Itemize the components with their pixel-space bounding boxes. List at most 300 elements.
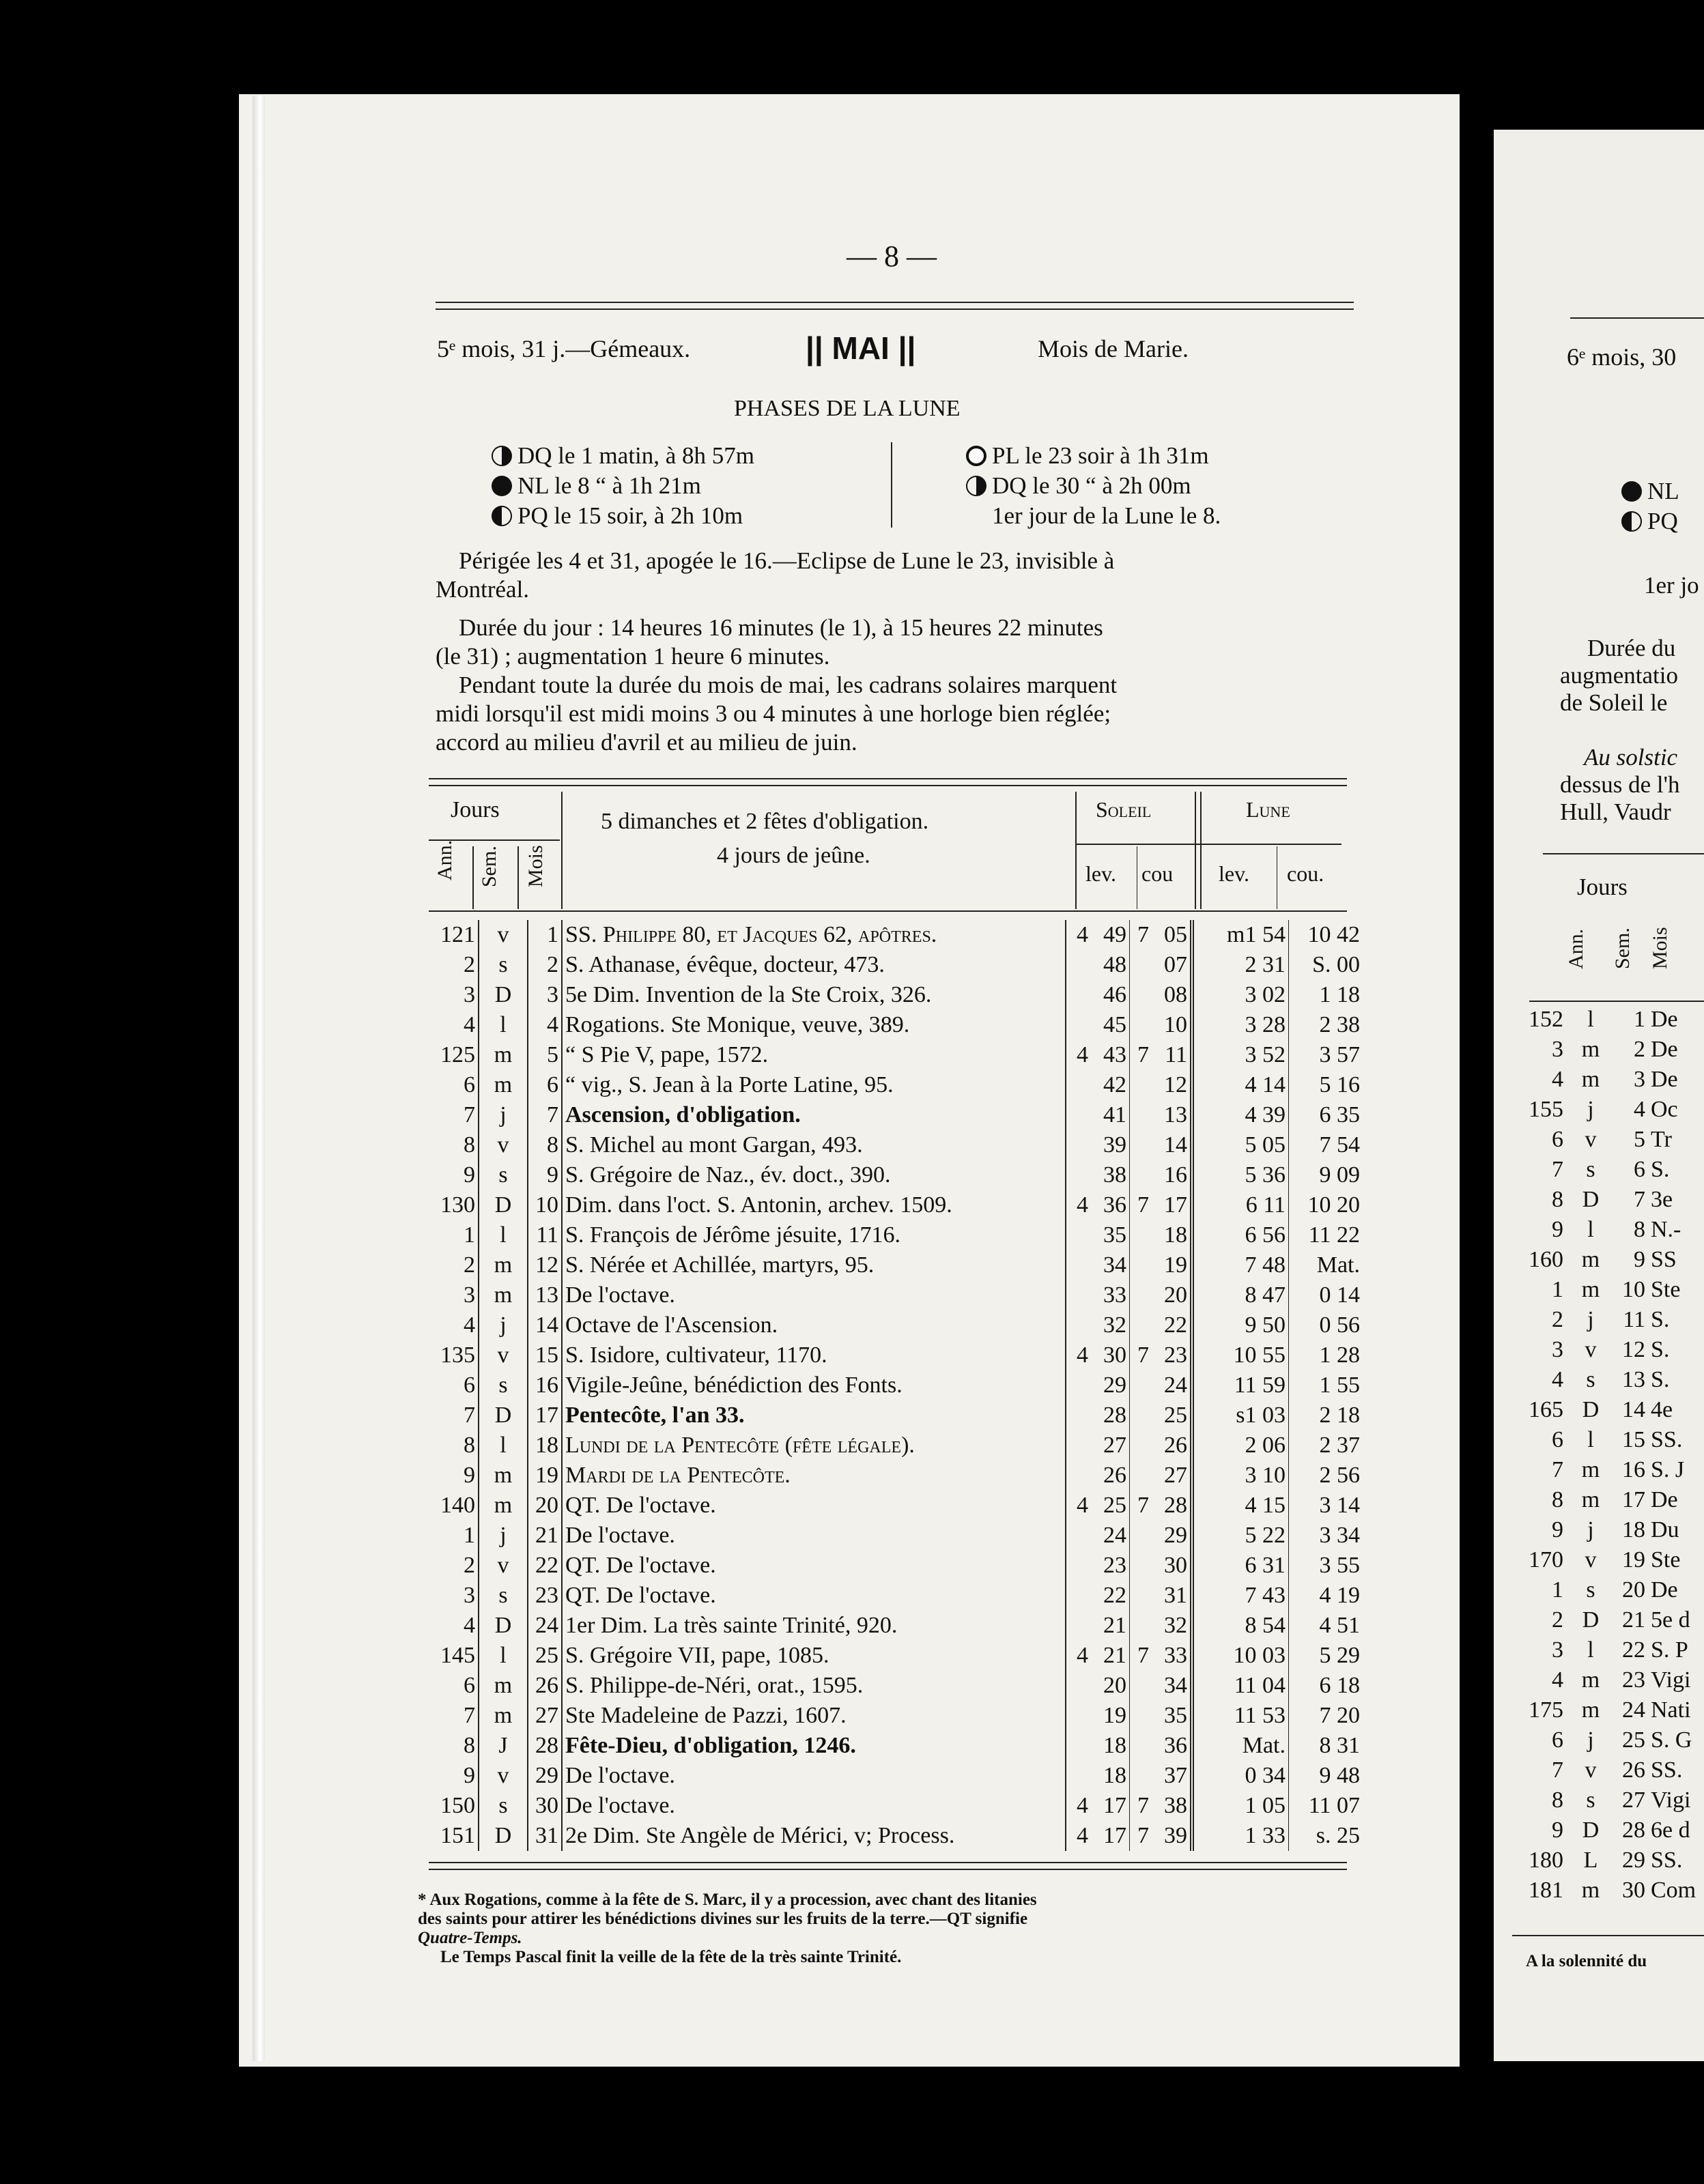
- cell-lun: 3 10: [1192, 1461, 1289, 1491]
- rp-cell-ann: 7: [1552, 1157, 1563, 1182]
- cell-lun: 4 15: [1192, 1491, 1289, 1521]
- cell-sem: m: [479, 1070, 528, 1100]
- cell-scm: 29: [1164, 1523, 1187, 1548]
- month-title: || MAI ||: [806, 330, 916, 366]
- sundial-text-2: midi lorsqu'il est midi moins 3 ou 4 minutes à une horloge bien réglée;: [436, 700, 1111, 727]
- cell-luc: 11 07: [1289, 1791, 1363, 1821]
- cell-lun: 5 36: [1192, 1160, 1289, 1190]
- cell-sch: [1130, 1310, 1152, 1340]
- cell-luc: Mat.: [1289, 1250, 1363, 1280]
- cell-mois: 23: [528, 1581, 562, 1611]
- cell-ann: 7: [464, 1403, 475, 1428]
- cell-slh: [1066, 1461, 1091, 1491]
- cell-ann: 150: [440, 1793, 475, 1818]
- cell-lun: 11 53: [1192, 1701, 1289, 1731]
- cell-luc: 6 35: [1289, 1100, 1363, 1130]
- cell-fete: Mardi de la Pentecôte.: [562, 1461, 1066, 1491]
- cell-fete: QT. De l'octave.: [562, 1491, 1066, 1521]
- rp-cell-sem: j: [1587, 1097, 1594, 1122]
- table-row: [429, 1340, 1363, 1370]
- day-length-text: Durée du jour : 14 heures 16 minutes (le 1), à 15 heures 22 minutes: [459, 614, 1103, 641]
- rule: [429, 910, 1347, 912]
- cell-slh: [1066, 1100, 1091, 1130]
- cell-luc: 7 20: [1289, 1701, 1363, 1731]
- rp-cell-mois: 30: [1622, 1878, 1645, 1903]
- rp-cell-f: De: [1651, 1007, 1678, 1032]
- cell-mois: 6: [528, 1070, 562, 1100]
- cell-ann: 8: [464, 1733, 475, 1758]
- rp-cell-ann: 170: [1529, 1547, 1563, 1572]
- cell-sem: v: [479, 920, 528, 950]
- cell-slh: [1066, 1010, 1091, 1040]
- rp-cell-f: Ste: [1651, 1277, 1681, 1302]
- rp-cell-f: N.-: [1651, 1217, 1681, 1242]
- rp-cell-f: SS.: [1651, 1848, 1683, 1873]
- cell-mois: 31: [528, 1821, 562, 1851]
- cell-luc: 8 31: [1289, 1731, 1363, 1761]
- cell-sem: v: [479, 1761, 528, 1791]
- rp-cell-sem: D: [1582, 1397, 1600, 1422]
- cell-sem: j: [479, 1100, 528, 1130]
- rp-cell-ann: 165: [1529, 1397, 1563, 1422]
- cell-mois: 15: [528, 1340, 562, 1370]
- rp-cell-f: 3e: [1651, 1187, 1673, 1212]
- vline: [1195, 792, 1202, 909]
- cell-sem: s: [479, 1791, 528, 1821]
- cell-fete: Fête-Dieu, d'obligation, 1246.: [562, 1731, 1066, 1761]
- cell-ann: 6: [464, 1072, 475, 1097]
- rp-cell-mois: 4: [1634, 1097, 1645, 1122]
- cell-scm: 23: [1164, 1342, 1187, 1368]
- rp-duree-2: augmentatio: [1560, 662, 1679, 689]
- last-quarter-icon: [492, 446, 512, 466]
- cell-sch: [1130, 980, 1152, 1010]
- cell-sch: 7: [1130, 1190, 1152, 1220]
- cell-sem: D: [479, 1190, 528, 1220]
- phase-right-1: PL le 23 soir à 1h 31m: [966, 442, 1209, 470]
- cell-luc: 1 18: [1289, 980, 1363, 1010]
- cell-ann: 3: [464, 1583, 475, 1608]
- rp-cell-mois: 5: [1634, 1127, 1645, 1152]
- rule: [1512, 1935, 1704, 1936]
- cell-slh: 4: [1066, 920, 1091, 950]
- rp-sol-1: Au solstic: [1584, 744, 1678, 771]
- cell-mois: 18: [528, 1431, 562, 1461]
- rp-cell-mois: 9: [1634, 1247, 1645, 1272]
- cell-luc: 3 34: [1289, 1521, 1363, 1551]
- rp-footer: A la solennité du: [1526, 1952, 1647, 1970]
- cell-lun: 10 03: [1192, 1641, 1289, 1671]
- cell-lun: 4 14: [1192, 1070, 1289, 1100]
- table-row: [429, 1671, 1363, 1701]
- cell-sem: v: [479, 1130, 528, 1160]
- cell-lun: m1 54: [1192, 920, 1289, 950]
- cell-slh: [1066, 1070, 1091, 1100]
- rp-cell-sem: j: [1587, 1517, 1594, 1542]
- cell-ann: 2: [464, 1553, 475, 1578]
- rp-cell-f: SS: [1651, 1247, 1677, 1272]
- perigee-text: Périgée les 4 et 31, apogée le 16.—Eclipse de Lune le 23, invisible à: [459, 547, 1115, 574]
- table-row: [429, 1581, 1363, 1611]
- cell-ann: 2: [464, 1252, 475, 1278]
- col-lune: Lune: [1246, 797, 1290, 822]
- rp-cell-ann: 181: [1529, 1878, 1563, 1903]
- table-row: [429, 1250, 1363, 1280]
- cell-luc: 0 14: [1289, 1280, 1363, 1310]
- cell-slh: [1066, 1370, 1091, 1400]
- rp-cell-ann: 175: [1529, 1697, 1563, 1723]
- cell-ann: 3: [464, 1282, 475, 1308]
- rp-cell-f: S.: [1651, 1367, 1670, 1392]
- cell-mois: 28: [528, 1731, 562, 1761]
- cell-slm: 30: [1103, 1342, 1126, 1368]
- cell-luc: s. 25: [1289, 1821, 1363, 1851]
- cell-slm: 48: [1103, 952, 1126, 977]
- cell-slh: [1066, 1701, 1091, 1731]
- cell-slm: 23: [1103, 1553, 1126, 1578]
- cell-luc: 2 56: [1289, 1461, 1363, 1491]
- cell-mois: 12: [528, 1250, 562, 1280]
- rp-cell-f: SS.: [1651, 1427, 1683, 1452]
- cell-ann: 121: [440, 922, 475, 947]
- cell-sch: 7: [1130, 1040, 1152, 1070]
- cell-luc: 5 16: [1289, 1070, 1363, 1100]
- cell-lun: 5 22: [1192, 1521, 1289, 1551]
- cell-sem: l: [479, 1010, 528, 1040]
- cell-fete: S. Athanase, évêque, docteur, 473.: [562, 950, 1066, 980]
- cell-sch: [1130, 1100, 1152, 1130]
- col-soleil: Soleil: [1096, 797, 1152, 822]
- cell-lun: 8 47: [1192, 1280, 1289, 1310]
- cell-lun: 2 06: [1192, 1431, 1289, 1461]
- cell-scm: 33: [1164, 1643, 1187, 1668]
- cell-mois: 7: [528, 1100, 562, 1130]
- cell-scm: 12: [1164, 1072, 1187, 1097]
- cell-fete: Dim. dans l'oct. S. Antonin, archev. 1509.: [562, 1190, 1066, 1220]
- cell-fete: De l'octave.: [562, 1521, 1066, 1551]
- cell-fete: De l'octave.: [562, 1280, 1066, 1310]
- cell-ann: 9: [464, 1763, 475, 1788]
- rp-duree-3: de Soleil le: [1560, 689, 1668, 716]
- calendar-table: [429, 920, 1363, 1851]
- cell-slm: 35: [1103, 1222, 1126, 1248]
- rp-cell-ann: 3: [1552, 1337, 1563, 1362]
- cell-sch: 7: [1130, 1821, 1152, 1851]
- cell-slm: 33: [1103, 1282, 1126, 1308]
- rp-cell-sem: v: [1585, 1337, 1597, 1362]
- phase-divider: [891, 442, 892, 528]
- cell-luc: 1 28: [1289, 1340, 1363, 1370]
- cell-slm: 21: [1103, 1643, 1126, 1668]
- rp-cell-sem: j: [1587, 1727, 1594, 1753]
- cell-fete: 1er Dim. La très sainte Trinité, 920.: [562, 1611, 1066, 1641]
- cell-ann: 8: [464, 1132, 475, 1158]
- cell-sch: [1130, 1431, 1152, 1461]
- cell-ann: 7: [464, 1703, 475, 1728]
- cell-sch: 7: [1130, 920, 1152, 950]
- cell-sem: m: [479, 1461, 528, 1491]
- cell-luc: 9 48: [1289, 1761, 1363, 1791]
- cell-mois: 2: [528, 950, 562, 980]
- cell-scm: 25: [1164, 1403, 1187, 1428]
- cell-fete: Octave de l'Ascension.: [562, 1310, 1066, 1340]
- table-row: [429, 1731, 1363, 1761]
- table-row: [429, 1370, 1363, 1400]
- rp-cell-f: 4e: [1651, 1397, 1673, 1422]
- rp-cell-ann: 1: [1552, 1277, 1563, 1302]
- rule: [436, 308, 1354, 310]
- rp-cell-mois: 1: [1634, 1007, 1645, 1032]
- cell-slm: 17: [1103, 1823, 1126, 1848]
- cell-mois: 8: [528, 1130, 562, 1160]
- cell-slh: 4: [1066, 1641, 1091, 1671]
- rp-cell-sem: m: [1581, 1247, 1600, 1272]
- cell-mois: 11: [528, 1220, 562, 1250]
- cell-scm: 27: [1164, 1463, 1187, 1488]
- cell-scm: 05: [1164, 922, 1187, 947]
- rp-cell-mois: 12: [1622, 1337, 1645, 1362]
- cell-lun: 1 05: [1192, 1791, 1289, 1821]
- cell-luc: 10 42: [1289, 920, 1363, 950]
- rp-cell-sem: D: [1582, 1817, 1600, 1843]
- cell-slm: 22: [1103, 1583, 1126, 1608]
- rp-cell-sem: s: [1586, 1367, 1595, 1392]
- cell-lun: 3 52: [1192, 1040, 1289, 1070]
- phase-right-3: 1er jour de la Lune le 8.: [992, 502, 1221, 529]
- cell-mois: 13: [528, 1280, 562, 1310]
- cell-slh: 4: [1066, 1791, 1091, 1821]
- cell-sch: [1130, 1731, 1152, 1761]
- cell-slh: 4: [1066, 1340, 1091, 1370]
- cell-slm: 34: [1103, 1252, 1126, 1278]
- cell-lun: 11 59: [1192, 1370, 1289, 1400]
- cell-fete: De l'octave.: [562, 1791, 1066, 1821]
- cell-ann: 130: [440, 1192, 475, 1218]
- cell-mois: 22: [528, 1551, 562, 1581]
- rp-cell-mois: 3: [1634, 1067, 1645, 1092]
- table-row: [429, 1100, 1363, 1130]
- cell-sem: J: [479, 1731, 528, 1761]
- rp-cell-mois: 16: [1622, 1457, 1645, 1482]
- rp-cell-ann: 9: [1552, 1217, 1563, 1242]
- cell-slh: [1066, 1431, 1091, 1461]
- rp-cell-sem: m: [1581, 1457, 1600, 1482]
- cell-sch: [1130, 1461, 1152, 1491]
- cell-sch: [1130, 1701, 1152, 1731]
- cell-fete: 5e Dim. Invention de la Ste Croix, 326.: [562, 980, 1066, 1010]
- cell-ann: 140: [440, 1493, 475, 1518]
- cell-luc: 11 22: [1289, 1220, 1363, 1250]
- table-row: [429, 1821, 1363, 1851]
- phase-left-2: NL le 8 “ à 1h 21m: [492, 472, 701, 500]
- cell-slm: 36: [1103, 1192, 1126, 1218]
- cell-sch: [1130, 950, 1152, 980]
- rp-cell-f: Vigi: [1651, 1787, 1691, 1813]
- cell-sch: 7: [1130, 1791, 1152, 1821]
- cell-mois: 5: [528, 1040, 562, 1070]
- cell-luc: 6 18: [1289, 1671, 1363, 1701]
- cell-lun: 0 34: [1192, 1761, 1289, 1791]
- cell-ann: 7: [464, 1102, 475, 1127]
- cell-ann: 1: [464, 1523, 475, 1548]
- cell-scm: 16: [1164, 1162, 1187, 1188]
- cell-slm: 42: [1103, 1072, 1126, 1097]
- cell-ann: 8: [464, 1433, 475, 1458]
- cell-sem: l: [479, 1220, 528, 1250]
- rp-cell-sem: m: [1581, 1067, 1600, 1092]
- cell-luc: 7 54: [1289, 1130, 1363, 1160]
- cell-sem: D: [479, 1611, 528, 1641]
- rp-cell-sem: s: [1586, 1787, 1595, 1813]
- cell-sch: [1130, 1250, 1152, 1280]
- cell-sch: [1130, 1581, 1152, 1611]
- rp-cell-f: De: [1651, 1037, 1678, 1062]
- cell-slh: [1066, 1280, 1091, 1310]
- rp-cell-mois: 13: [1622, 1367, 1645, 1392]
- cell-sem: j: [479, 1521, 528, 1551]
- cell-slh: [1066, 1521, 1091, 1551]
- cell-slm: 19: [1103, 1703, 1126, 1728]
- cell-slh: [1066, 1761, 1091, 1791]
- rp-cell-sem: m: [1581, 1878, 1600, 1903]
- rp-col-sem: Sem.: [1611, 928, 1634, 969]
- rp-cell-sem: l: [1587, 1637, 1594, 1663]
- cell-scm: 24: [1164, 1373, 1187, 1398]
- cell-lun: 9 50: [1192, 1310, 1289, 1340]
- cell-slh: [1066, 1581, 1091, 1611]
- table-row: [429, 980, 1363, 1010]
- cell-slm: 20: [1103, 1673, 1126, 1698]
- new-moon-icon: [1621, 481, 1642, 502]
- cell-luc: 1 55: [1289, 1370, 1363, 1400]
- cell-scm: 17: [1164, 1192, 1187, 1218]
- table-row: [429, 920, 1363, 950]
- table-row: [429, 1491, 1363, 1521]
- cell-sch: 7: [1130, 1641, 1152, 1671]
- rp-cell-f: Tr: [1651, 1127, 1672, 1152]
- cell-sem: m: [479, 1701, 528, 1731]
- cell-scm: 14: [1164, 1132, 1187, 1158]
- cell-mois: 4: [528, 1010, 562, 1040]
- cell-slm: 26: [1103, 1463, 1126, 1488]
- cell-slm: 18: [1103, 1733, 1126, 1758]
- rp-cell-f: Ste: [1651, 1547, 1681, 1572]
- cell-slm: 29: [1103, 1373, 1126, 1398]
- rp-cell-sem: D: [1582, 1607, 1600, 1633]
- cell-fete: S. Michel au mont Gargan, 493.: [562, 1130, 1066, 1160]
- cell-mois: 3: [528, 980, 562, 1010]
- cell-slh: [1066, 1160, 1091, 1190]
- cell-sem: D: [479, 1400, 528, 1431]
- rp-cell-sem: L: [1583, 1848, 1598, 1873]
- cell-slm: 18: [1103, 1763, 1126, 1788]
- fetes-heading-2: 4 jours de jeûne.: [717, 843, 870, 868]
- table-row: [429, 1431, 1363, 1461]
- cell-mois: 16: [528, 1370, 562, 1400]
- rp-cell-f: S.: [1651, 1307, 1670, 1332]
- table-row: [429, 1280, 1363, 1310]
- cell-sch: 7: [1130, 1491, 1152, 1521]
- rp-cell-ann: 3: [1552, 1637, 1563, 1663]
- cell-scm: 26: [1164, 1433, 1187, 1458]
- rp-cell-ann: 2: [1552, 1307, 1563, 1332]
- cell-fete: QT. De l'octave.: [562, 1581, 1066, 1611]
- cell-scm: 28: [1164, 1493, 1187, 1518]
- table-row: [429, 1551, 1363, 1581]
- first-quarter-icon: [492, 506, 512, 526]
- cell-mois: 30: [528, 1791, 562, 1821]
- cell-sem: m: [479, 1250, 528, 1280]
- cell-slm: 17: [1103, 1793, 1126, 1818]
- cell-slh: [1066, 980, 1091, 1010]
- rule: [1529, 1001, 1704, 1002]
- table-row: [429, 1701, 1363, 1731]
- cell-sem: v: [479, 1340, 528, 1370]
- cell-slh: [1066, 1310, 1091, 1340]
- rp-cell-ann: 6: [1552, 1127, 1563, 1152]
- rp-cell-f: Oc: [1651, 1097, 1678, 1122]
- cell-scm: 35: [1164, 1703, 1187, 1728]
- cell-ann: 9: [464, 1162, 475, 1188]
- cell-ann: 125: [440, 1042, 475, 1067]
- rp-cell-sem: l: [1587, 1427, 1594, 1452]
- rule: [1543, 853, 1704, 854]
- cell-mois: 20: [528, 1491, 562, 1521]
- rp-cell-mois: 28: [1622, 1817, 1645, 1843]
- cell-slh: [1066, 950, 1091, 980]
- cell-mois: 10: [528, 1190, 562, 1220]
- phase-left-3: PQ le 15 soir, à 2h 10m: [492, 502, 743, 530]
- cell-sch: [1130, 1671, 1152, 1701]
- rp-duree-1: Durée du: [1587, 635, 1676, 661]
- rp-cell-f: Du: [1651, 1517, 1679, 1542]
- rp-cell-ann: 3: [1552, 1037, 1563, 1062]
- rp-cell-ann: 9: [1552, 1517, 1563, 1542]
- phase-right-2: DQ le 30 “ à 2h 00m: [966, 472, 1191, 500]
- cell-sch: [1130, 1551, 1152, 1581]
- cell-luc: 4 19: [1289, 1581, 1363, 1611]
- cell-fete: Ascension, d'obligation.: [562, 1100, 1066, 1130]
- cell-ann: 135: [440, 1342, 475, 1368]
- cell-sch: [1130, 1160, 1152, 1190]
- cell-ann: 4: [464, 1312, 475, 1338]
- cell-sem: s: [479, 950, 528, 980]
- cell-slm: 49: [1103, 922, 1126, 947]
- rp-cell-ann: 4: [1552, 1667, 1563, 1693]
- cell-lun: 3 02: [1192, 980, 1289, 1010]
- cell-sem: j: [479, 1310, 528, 1340]
- cell-lun: 5 05: [1192, 1130, 1289, 1160]
- rp-cell-mois: 10: [1622, 1277, 1645, 1302]
- phase-left-1: DQ le 1 matin, à 8h 57m: [492, 442, 754, 470]
- rp-cell-mois: 8: [1634, 1217, 1645, 1242]
- rp-sol-3: Hull, Vaudr: [1560, 799, 1671, 825]
- rp-sol-2: dessus de l'h: [1560, 771, 1680, 798]
- cell-sem: m: [479, 1671, 528, 1701]
- cell-fete: Pentecôte, l'an 33.: [562, 1400, 1066, 1431]
- last-quarter-icon: [966, 476, 986, 496]
- sundial-text: Pendant toute la durée du mois de mai, les cadrans solaires marquent: [459, 672, 1118, 698]
- cell-ann: 151: [440, 1823, 475, 1848]
- rp-cell-ann: 7: [1552, 1457, 1563, 1482]
- rp-cell-mois: 2: [1634, 1037, 1645, 1062]
- cell-sch: [1130, 1400, 1152, 1431]
- cell-sch: [1130, 1761, 1152, 1791]
- rp-cell-sem: m: [1581, 1487, 1600, 1512]
- table-row: [429, 1190, 1363, 1220]
- cell-slm: 41: [1103, 1102, 1126, 1127]
- cell-slh: [1066, 1551, 1091, 1581]
